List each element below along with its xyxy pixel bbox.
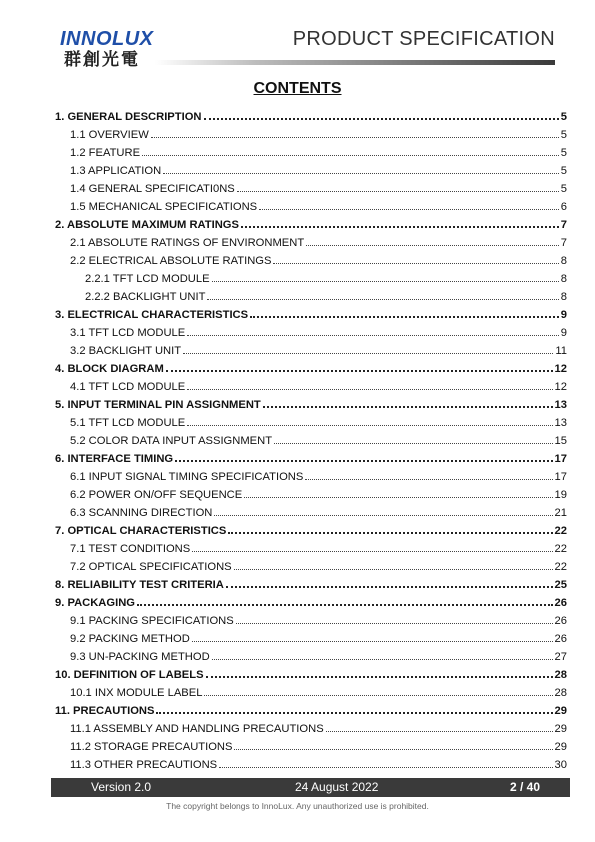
toc-page-number: 5	[560, 183, 567, 195]
company-logo	[60, 28, 160, 70]
toc-dot-leader	[187, 425, 552, 426]
toc-page-number: 17	[554, 471, 567, 483]
toc-entry-label: 2.2.1 TFT LCD MODULE	[85, 273, 210, 285]
toc-subsection-entry[interactable]	[55, 504, 567, 522]
toc-entry-label: 4.1 TFT LCD MODULE	[70, 381, 186, 393]
toc-page-number: 13	[554, 417, 567, 429]
toc-entry-label: 1.2 FEATURE	[70, 147, 141, 159]
toc-page-number: 8	[560, 291, 567, 303]
toc-section-entry[interactable]	[55, 396, 567, 414]
toc-dot-leader	[187, 389, 552, 390]
toc-page-number: 5	[560, 147, 567, 159]
toc-entry-label: 4. BLOCK DIAGRAM	[55, 363, 164, 375]
toc-entry-label: 2.2 ELECTRICAL ABSOLUTE RATINGS	[70, 255, 272, 267]
toc-page-number: 9	[560, 309, 567, 321]
toc-dot-leader	[259, 209, 559, 210]
toc-page-number: 30	[554, 759, 567, 771]
toc-page-number: 21	[554, 507, 567, 519]
toc-entry-label: 2.1 ABSOLUTE RATINGS OF ENVIRONMENT	[70, 237, 305, 249]
toc-section-entry[interactable]	[55, 666, 567, 684]
toc-page-number: 8	[560, 273, 567, 285]
toc-section-entry[interactable]	[55, 108, 567, 126]
toc-dot-leader	[274, 443, 553, 444]
toc-dot-leader	[175, 460, 552, 462]
toc-page-number: 7	[560, 219, 567, 231]
toc-page-number: 15	[554, 435, 567, 447]
toc-dot-leader	[228, 532, 552, 534]
toc-page-number: 28	[554, 687, 567, 699]
toc-dot-leader	[207, 299, 558, 300]
footer-page-number: 2 / 40	[509, 780, 540, 794]
toc-subsection-entry[interactable]	[55, 342, 567, 360]
toc-page-number: 5	[560, 111, 567, 123]
toc-page-number: 8	[560, 255, 567, 267]
toc-page-number: 22	[554, 561, 567, 573]
toc-page-number: 19	[554, 489, 567, 501]
toc-subsection-entry[interactable]	[55, 144, 567, 162]
toc-dot-leader	[183, 353, 553, 354]
toc-page-number: 12	[554, 381, 567, 393]
footer-date: 24 August 2022	[295, 780, 379, 794]
toc-page-number: 7	[560, 237, 567, 249]
toc-entry-label: 3. ELECTRICAL CHARACTERISTICS	[55, 309, 249, 321]
toc-dot-leader	[212, 281, 559, 282]
toc-page-number: 12	[554, 363, 567, 375]
toc-subsection-entry[interactable]	[55, 648, 567, 666]
toc-dot-leader	[142, 155, 559, 156]
toc-section-entry[interactable]	[55, 522, 567, 540]
toc-dot-leader	[244, 497, 552, 498]
toc-subsection-entry[interactable]	[55, 468, 567, 486]
toc-entry-label: 1.4 GENERAL SPECIFICATI0NS	[70, 183, 235, 195]
toc-dot-leader	[137, 604, 553, 606]
toc-page-number: 26	[554, 597, 567, 609]
toc-subsection-entry[interactable]	[55, 252, 567, 270]
toc-entry-label: 5.2 COLOR DATA INPUT ASSIGNMENT	[70, 435, 273, 447]
toc-page-number: 27	[554, 651, 567, 663]
toc-subsection-entry[interactable]	[55, 630, 567, 648]
toc-page-number: 29	[554, 705, 567, 717]
toc-page-number: 26	[554, 615, 567, 627]
toc-entry-label: 1.5 MECHANICAL SPECIFICATIONS	[70, 201, 258, 213]
toc-dot-leader	[166, 370, 553, 372]
toc-entry-label: 6.2 POWER ON/OFF SEQUENCE	[70, 489, 243, 501]
toc-entry-label: 9.2 PACKING METHOD	[70, 633, 190, 645]
toc-page-number: 28	[554, 669, 567, 681]
toc-page-number: 26	[554, 633, 567, 645]
footer-bar	[51, 778, 570, 797]
toc-dot-leader	[192, 551, 552, 552]
toc-section-entry[interactable]	[55, 450, 567, 468]
toc-dot-leader	[163, 173, 559, 174]
toc-dot-leader	[206, 676, 553, 678]
toc-subsection-entry[interactable]	[55, 378, 567, 396]
toc-page-number: 5	[560, 129, 567, 141]
toc-section-entry[interactable]	[55, 306, 567, 324]
toc-subsection-entry[interactable]	[55, 684, 567, 702]
table-of-contents	[55, 108, 567, 774]
toc-dot-leader	[237, 191, 559, 192]
toc-dot-leader	[306, 245, 559, 246]
toc-entry-label: 2. ABSOLUTE MAXIMUM RATINGS	[55, 219, 239, 231]
toc-page-number: 17	[554, 453, 567, 465]
header-divider	[155, 60, 555, 65]
toc-section-entry[interactable]	[55, 360, 567, 378]
toc-page-number: 13	[554, 399, 567, 411]
toc-subsection-entry[interactable]	[55, 234, 567, 252]
logo-chinese-name: 群創光電	[64, 50, 140, 70]
toc-entry-label: 3.1 TFT LCD MODULE	[70, 327, 186, 339]
toc-dot-leader	[151, 137, 559, 138]
toc-entry-label: 11. PRECAUTIONS	[55, 705, 155, 717]
toc-entry-label: 5.1 TFT LCD MODULE	[70, 417, 186, 429]
toc-page-number: 25	[554, 579, 567, 591]
copyright-notice: The copyright belongs to InnoLux. Any unauthorized use is prohibited.	[166, 801, 429, 811]
toc-dot-leader	[226, 586, 553, 588]
toc-entry-label: 6.1 INPUT SIGNAL TIMING SPECIFICATIONS	[70, 471, 304, 483]
toc-section-entry[interactable]	[55, 702, 567, 720]
toc-entry-label: 5. INPUT TERMINAL PIN ASSIGNMENT	[55, 399, 261, 411]
toc-entry-label: 6.3 SCANNING DIRECTION	[70, 507, 213, 519]
toc-entry-label: 1.1 OVERVIEW	[70, 129, 149, 141]
toc-dot-leader	[273, 263, 558, 264]
toc-entry-label: 1. GENERAL DESCRIPTION	[55, 111, 202, 123]
toc-entry-label: 10. DEFINITION OF LABELS	[55, 669, 204, 681]
toc-subsection-entry[interactable]	[55, 162, 567, 180]
toc-entry-label: 11.3 OTHER PRECAUTIONS	[70, 759, 218, 771]
logo-wordmark: INNOLUX	[60, 28, 154, 50]
toc-entry-label: 3.2 BACKLIGHT UNIT	[70, 345, 182, 357]
toc-entry-label: 2.2.2 BACKLIGHT UNIT	[85, 291, 206, 303]
toc-dot-leader	[204, 118, 559, 120]
contents-heading: CONTENTS	[253, 80, 342, 97]
toc-subsection-entry[interactable]	[55, 180, 567, 198]
toc-subsection-entry[interactable]	[55, 756, 567, 774]
toc-entry-label: 1.3 APPLICATION	[70, 165, 162, 177]
toc-dot-leader	[236, 623, 553, 624]
toc-dot-leader	[219, 767, 552, 768]
toc-subsection-entry[interactable]	[55, 540, 567, 558]
toc-dot-leader	[204, 695, 552, 696]
toc-entry-label: 7.1 TEST CONDITIONS	[70, 543, 191, 555]
toc-entry-label: 9.1 PACKING SPECIFICATIONS	[70, 615, 234, 627]
toc-entry-label: 10.1 INX MODULE LABEL	[70, 687, 203, 699]
toc-section-entry[interactable]	[55, 576, 567, 594]
toc-entry-label: 7. OPTICAL CHARACTERISTICS	[55, 525, 227, 537]
toc-page-number: 11	[555, 345, 567, 357]
footer-version: Version 2.0	[91, 780, 152, 794]
toc-dot-leader	[212, 659, 553, 660]
toc-subsection-entry[interactable]	[55, 198, 567, 216]
toc-dot-leader	[192, 641, 553, 642]
toc-dot-leader	[250, 316, 559, 318]
toc-dot-leader	[305, 479, 552, 480]
toc-page-number: 22	[554, 525, 567, 537]
toc-dot-leader	[214, 515, 552, 516]
toc-dot-leader	[326, 731, 553, 732]
toc-entry-label: 11.1 ASSEMBLY AND HANDLING PRECAUTIONS	[70, 723, 324, 735]
toc-page-number: 6	[560, 201, 567, 213]
toc-subsection-entry[interactable]	[55, 738, 567, 756]
toc-subsection-entry[interactable]	[55, 612, 567, 630]
toc-page-number: 22	[554, 543, 567, 555]
toc-section-entry[interactable]	[55, 594, 567, 612]
toc-entry-label: 11.2 STORAGE PRECAUTIONS	[70, 741, 233, 753]
toc-dot-leader	[241, 226, 559, 228]
toc-subsection-entry[interactable]	[55, 270, 567, 288]
toc-dot-leader	[234, 569, 553, 570]
toc-page-number: 29	[554, 723, 567, 735]
toc-subsection-entry[interactable]	[55, 288, 567, 306]
toc-dot-leader	[187, 335, 559, 336]
toc-entry-label: 7.2 OPTICAL SPECIFICATIONS	[70, 561, 232, 573]
toc-entry-label: 8. RELIABILITY TEST CRITERIA	[55, 579, 224, 591]
toc-subsection-entry[interactable]	[55, 558, 567, 576]
toc-subsection-entry[interactable]	[55, 324, 567, 342]
toc-entry-label: 9.3 UN-PACKING METHOD	[70, 651, 210, 663]
toc-dot-leader	[263, 406, 553, 408]
toc-subsection-entry[interactable]	[55, 432, 567, 450]
document-title: PRODUCT SPECIFICATION	[292, 28, 555, 50]
toc-dot-leader	[234, 749, 552, 750]
toc-subsection-entry[interactable]	[55, 126, 567, 144]
toc-subsection-entry[interactable]	[55, 720, 567, 738]
toc-page-number: 5	[560, 165, 567, 177]
toc-entry-label: 6. INTERFACE TIMING	[55, 453, 174, 465]
toc-page-number: 9	[560, 327, 567, 339]
toc-section-entry[interactable]	[55, 216, 567, 234]
toc-subsection-entry[interactable]	[55, 486, 567, 504]
toc-subsection-entry[interactable]	[55, 414, 567, 432]
toc-entry-label: 9. PACKAGING	[55, 597, 135, 609]
toc-page-number: 29	[554, 741, 567, 753]
toc-dot-leader	[156, 712, 552, 714]
